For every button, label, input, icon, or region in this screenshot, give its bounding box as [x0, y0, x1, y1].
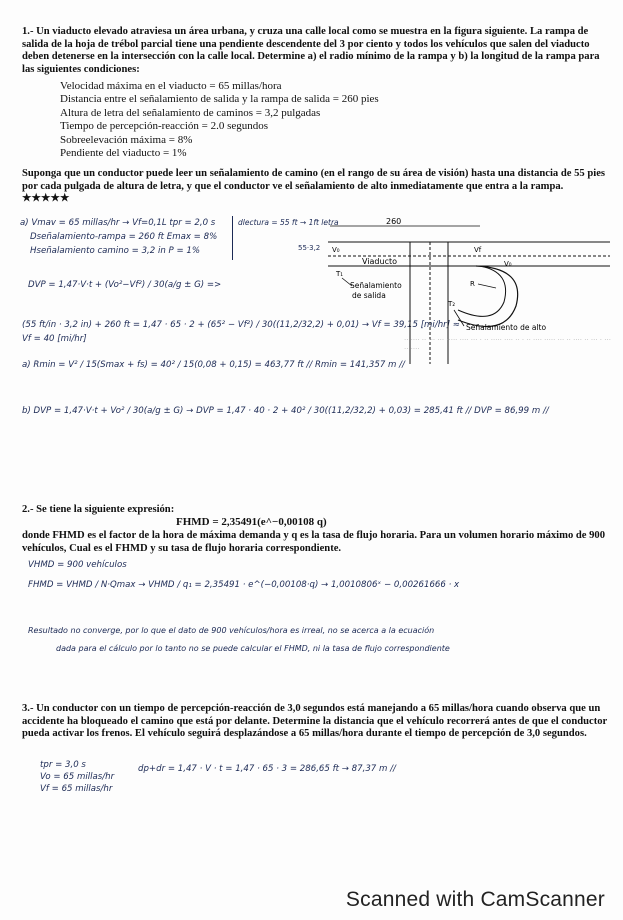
label-t1: T₁ — [336, 270, 344, 278]
hw-divider — [232, 216, 233, 260]
hw-part-b: b) DVP = 1,47·V·t + Vo² / 30(a/g ± G) → DVP = 1,47 · 40 · 2 + 40² / 30((11,2/32,2) + 0,03) = 285,41 ft // DVP = 86,99 m // — [22, 406, 549, 416]
hw-equation: (55 ft/in · 3,2 in) + 260 ft = 1,47 · 65 · 2 + (65² − Vf²) / 30((11,2/32,2) + 0,01) → Vf = 39,15 [mi/hr] ≈ Vf = 40 [mi/hr] — [22, 320, 460, 344]
label-t2: T₂ — [448, 300, 456, 308]
hw-p3-result: dp+dr = 1,47 · V · t = 1,47 · 65 · 3 = 286,65 ft → 87,37 m // — [138, 764, 396, 774]
problem2-title: 2.- Se tiene la siguiente expresión: — [22, 504, 175, 515]
radius-line — [478, 284, 496, 288]
problem2-formula: FHMD = 2,35491(e^−0,00108 q) — [176, 516, 327, 528]
label-stop-sign: Señalamiento de alto — [466, 323, 547, 332]
problem1-statement: 1.- Un viaducto elevado atraviesa un área urbana, y cruza una calle local como se muestra en la figura siguiente. La rampa de salida de la hoja de trébol parcial tiene una pendiente descendente del 3 por ciento y todos los vehículos que salen del viaducto deben detenerse en la intersección con la calle local. Determine a) el radio mínimo de la rampa y b) la longitud de la rampa para las siguientes condiciones: — [22, 26, 600, 75]
hw-given-3: Hseñalamiento camino = 3,2 in P = 1% — [30, 246, 201, 256]
problem2-statement: donde FHMD es el factor de la hora de máxima demanda y q es la tasa de flujo horaria. Para un volumen horario máximo de 900 vehículos, Cual es el FHMD y su tasa de flujo horaria correspondiente. — [22, 530, 606, 554]
problem1-conditions — [60, 80, 379, 160]
hw-p3-tpr: tpr = 3,0 s — [40, 760, 86, 770]
label-r: R — [470, 280, 475, 288]
label-viaducto: Viaducto — [362, 257, 397, 266]
dim-left-label: 55·3,2 — [298, 244, 321, 252]
condition-item: Pendiente del viaducto = 1% — [60, 147, 187, 160]
hw-p3-vf: Vf = 65 millas/hr — [40, 784, 113, 794]
dim-label: 260 — [386, 217, 402, 226]
problem3-statement: 3.- Un conductor con un tiempo de percepción-reacción de 3,0 segundos está manejando a 65 millas/hora cuando observa que un accidente ha bloqueado el camino que está por delante. Determine la distancia que el vehículo recorrerá antes de que el conductor pueda activar los frenos. El vehículo seguirá desplazándose a 65 millas/hora durante el tiempo de percepción de 3,0 segundos. — [22, 703, 608, 740]
hw-given-2: Dseñalamiento-rampa = 260 ft Emax = 8% — [30, 232, 218, 242]
condition-item: Sobreelevación máxima = 8% — [60, 133, 193, 146]
hw-p2-conclusion-2: dada para el cálculo por lo tanto no se puede calcular el FHMD, ni la tasa de flujo correspondiente — [56, 644, 450, 653]
hw-dvp-formula: DVP = 1,47·V·t + (Vo²−Vf²) / 30(a/g ± G) => — [28, 280, 222, 290]
hw-rmin: a) Rmin = V² / 15(Smax + fs) = 40² / 15(0,08 + 0,15) = 463,77 ft // Rmin = 141,357 m // — [22, 360, 405, 370]
condition-item: Tiempo de percepción-reacción = 2.0 segundos — [60, 120, 269, 133]
condition-item: Altura de letra del señalamiento de caminos = 3,2 pulgadas — [60, 106, 321, 119]
hw-p2-vhmd: VHMD = 900 vehículos — [28, 560, 127, 570]
hw-p2-conclusion-1: Resultado no converge, por lo que el dato de 900 vehículos/hora es irreal, no se acerca a la ecuación — [28, 626, 435, 635]
label-vf: Vf — [474, 246, 482, 254]
label-v0: V₀ — [332, 246, 340, 254]
problem1-assumption: Suponga que un conductor puede leer un señalamiento de camino (en el rango de su área de visión) hasta una distancia de 55 pies por cada pulgada de altura de letra, y que el conductor ve el señalamiento de alto inmediatamente que entra a la rampa. ★★★★★ — [22, 168, 606, 205]
bleed-through-text: ·· ···· ·· ··· ··· ····· ···· ··· · ·· ····· ···· ·· · ·· ···· ····· ··· ·· ···· ·· ··· · ··· ·· ···· — [404, 336, 611, 353]
hw-p3-vo: Vo = 65 millas/hr — [40, 772, 115, 782]
label-exit-sign-1: Señalamiento — [350, 281, 402, 290]
hw-given-1: a) Vmav = 65 millas/hr → Vf=0,1L tpr = 2,0 s — [20, 218, 216, 228]
condition-item: Distancia entre el señalamiento de salida y la rampa de salida = 260 pies — [60, 93, 379, 106]
ramp-outer — [458, 266, 518, 326]
condition-item: Velocidad máxima en el viaducto = 65 millas/hora — [60, 80, 282, 92]
ramp-inner — [458, 266, 506, 316]
label-exit-sign-2: de salida — [352, 291, 386, 300]
hw-given-4: dlectura = 55 ft → 1ft letra — [238, 218, 339, 227]
scanner-watermark: Scanned with CamScanner — [345, 888, 605, 911]
label-vo2: V₀ — [504, 260, 512, 268]
hw-p2-fhmd: FHMD = VHMD / N·Qmax → VHMD / q₁ = 2,35491 · e^(−0,00108·q) → 1,0010806ˣ − 0,00261666 · x — [28, 580, 460, 590]
